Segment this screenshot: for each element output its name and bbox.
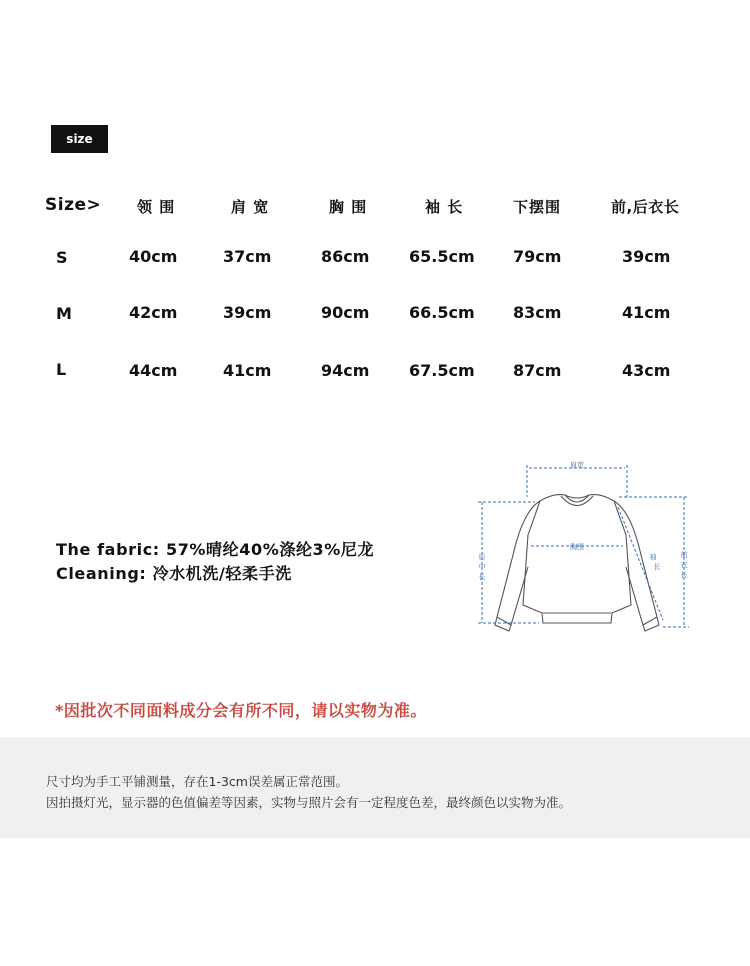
cell-l-sleeve: 67.5cm [409, 361, 475, 380]
label-chest: 胸围 [570, 543, 584, 551]
cell-m-hem: 83cm [513, 303, 562, 322]
cell-m-sleeve: 66.5cm [409, 303, 475, 322]
cell-s-hem: 79cm [513, 247, 562, 266]
row-size-m: M [56, 304, 72, 323]
cleaning-instructions: Cleaning: 冷水机洗/轻柔手洗 [56, 564, 292, 583]
sweater-measurement-diagram [473, 455, 698, 635]
cell-l-chest: 94cm [321, 361, 370, 380]
sweater-outline [495, 495, 659, 631]
cell-l-shoulder: 41cm [223, 361, 272, 380]
batch-notice: *因批次不同面料成分会有所不同，请以实物为准。 [55, 701, 427, 720]
footer-line-1: 尺寸均为手工平铺测量，存在1-3cm误差属正常范围。 [46, 774, 348, 789]
label-sleeve-2: 长 [653, 563, 661, 571]
header-sleeve: 袖 长 [425, 198, 464, 216]
label-sleeve-1: 袖 [649, 553, 657, 561]
cell-m-length: 41cm [622, 303, 671, 322]
header-hem: 下摆围 [513, 198, 562, 216]
size-tag: size [51, 125, 108, 153]
cell-m-shoulder: 39cm [223, 303, 272, 322]
cell-s-chest: 86cm [321, 247, 370, 266]
header-shoulder: 肩 宽 [231, 198, 270, 216]
cell-m-neck: 42cm [129, 303, 178, 322]
cell-m-chest: 90cm [321, 303, 370, 322]
cell-l-hem: 87cm [513, 361, 562, 380]
label-back-length-1: 后 [478, 553, 486, 561]
fabric-composition: The fabric: 57%晴纶40%涤纶3%尼龙 [56, 540, 375, 559]
cell-s-neck: 40cm [129, 247, 178, 266]
cell-l-length: 43cm [622, 361, 671, 380]
size-header-label: Size> [45, 195, 102, 215]
cell-s-shoulder: 37cm [223, 247, 272, 266]
header-neck: 领 围 [137, 198, 176, 216]
footer-disclaimer [0, 737, 750, 838]
header-chest: 胸 围 [329, 198, 368, 216]
label-front-length-1: 前 [680, 551, 688, 559]
row-size-s: S [56, 248, 68, 267]
label-back-length-2: 中 [478, 563, 486, 571]
cell-l-neck: 44cm [129, 361, 178, 380]
label-front-length-2: 衣 [680, 561, 688, 569]
cell-s-sleeve: 65.5cm [409, 247, 475, 266]
label-back-length-3: 长 [478, 573, 486, 581]
label-front-length-3: 长 [680, 571, 688, 579]
row-size-l: L [56, 360, 67, 379]
label-shoulder: 肩宽 [570, 461, 584, 469]
footer-line-2: 因拍摄灯光，显示器的色值偏差等因素，实物与照片会有一定程度色差，最终颜色以实物为准。 [46, 795, 572, 810]
header-length: 前,后衣长 [611, 198, 680, 216]
cell-s-length: 39cm [622, 247, 671, 266]
